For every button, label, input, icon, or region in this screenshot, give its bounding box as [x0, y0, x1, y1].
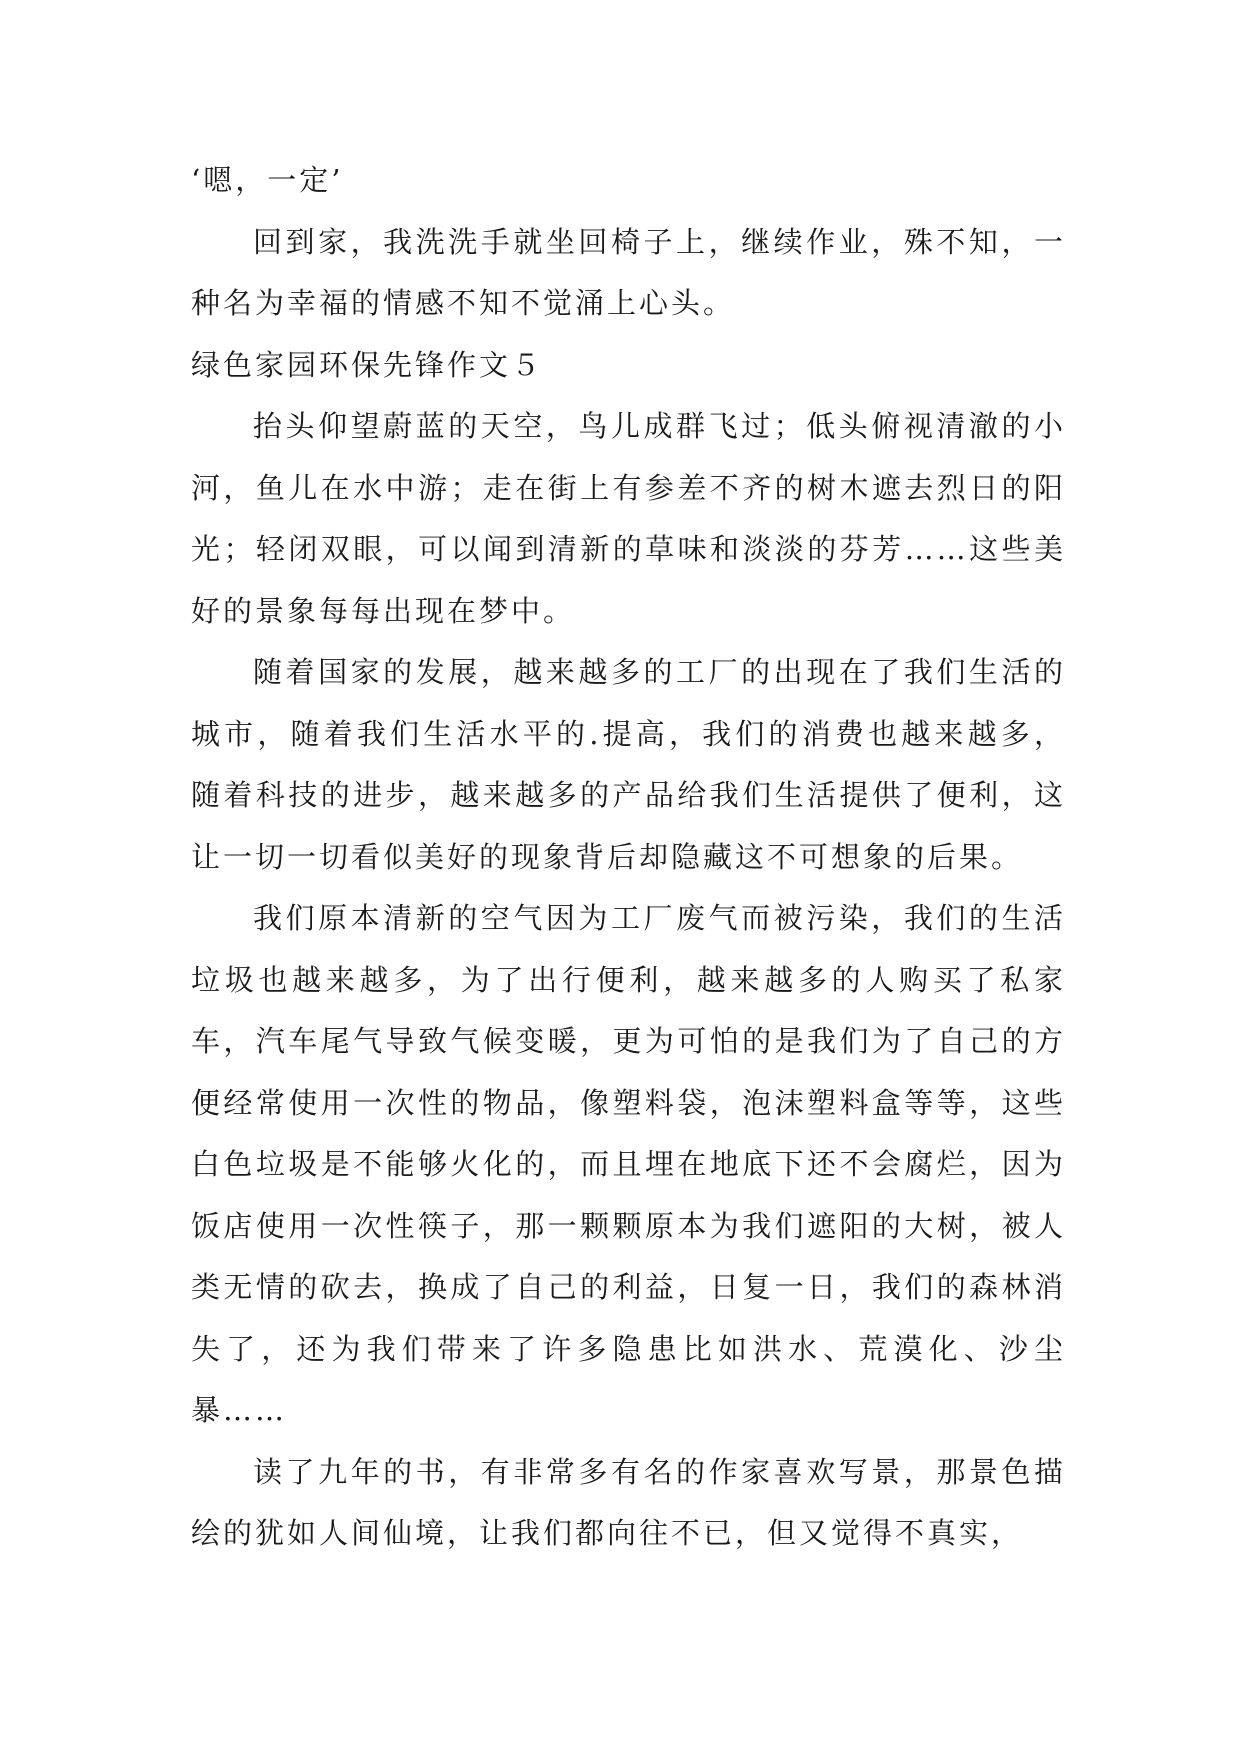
- paragraph-pollution: 我们原本清新的空气因为工厂废气而被污染，我们的生活垃圾也越来越多，为了出行便利，越来越多的人购买了私家车，汽车尾气导致气候变暖，更为可怕的是我们为了自己的方便经常使用一次性的物品，像塑料袋，泡沫塑料盒等等，这些白色垃圾是不能够火化的，而且埋在地底下还不会腐烂，因为饭店使用一次性筷子，那一颗颗原本为我们遮阳的大树，被人类无情的砍去，换成了自己的利益，日复一日，我们的森林消失了，还为我们带来了许多隐患比如洪水、荒漠化、沙尘暴……: [191, 901, 1066, 1427]
- essay-title: 绿色家园环保先锋作文５: [191, 347, 544, 382]
- document-page: [191, 150, 1066, 1565]
- paragraph-scenery: 抬头仰望蔚蓝的天空，鸟儿成群飞过；低头俯视清澈的小河，鱼儿在水中游；走在街上有参差不齐的树木遮去烈日的阳光；轻闭双眼，可以闻到清新的草味和淡淡的芬芳……这些美好的景象每每出现在梦中。: [191, 409, 1066, 628]
- return-home-paragraph: 回到家，我洗洗手就坐回椅子上，继续作业，殊不知，一种名为幸福的情感不知不觉涌上心头。: [191, 224, 1066, 320]
- paragraph-development: 随着国家的发展，越来越多的工厂的出现在了我们生活的城市，随着我们生活水平的.提高，我们的消费也越来越多，随着科技的进步，越来越多的产品给我们生活提供了便利，这让一切一切看似美好的现象背后却隐藏这不可想象的后果。: [191, 655, 1066, 874]
- dialog-line: ‘嗯，一定’: [191, 163, 344, 197]
- paragraph-reading: 读了九年的书，有非常多有名的作家喜欢写景，那景色描绘的犹如人间仙境，让我们都向往不已，但又觉得不真实，: [191, 1454, 1066, 1550]
